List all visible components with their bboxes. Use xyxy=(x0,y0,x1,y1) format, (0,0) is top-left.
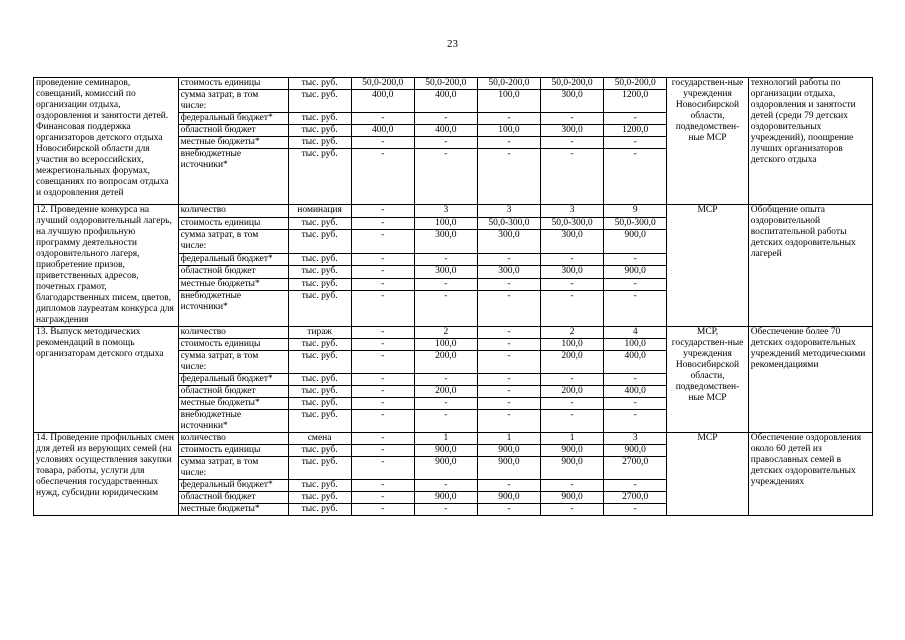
value-cell: - xyxy=(541,398,604,410)
value-cell: 200,0 xyxy=(414,351,477,374)
indicator-unit: тыс. руб. xyxy=(288,266,351,279)
value-cell: 1 xyxy=(414,433,477,445)
value-cell: 2700,0 xyxy=(604,457,667,480)
indicator-unit: тыс. руб. xyxy=(288,78,351,90)
value-cell: - xyxy=(351,492,414,504)
indicator-unit: тыс. руб. xyxy=(288,125,351,137)
value-cell: 2700,0 xyxy=(604,492,667,504)
value-cell: - xyxy=(414,504,477,516)
value-cell: - xyxy=(351,253,414,266)
value-cell: 900,0 xyxy=(541,457,604,480)
value-cell: 200,0 xyxy=(541,351,604,374)
indicator-name: внебюджетные источники* xyxy=(178,149,288,205)
indicator-name: сумма затрат, в том числе: xyxy=(178,351,288,374)
value-cell: - xyxy=(351,149,414,205)
value-cell: 400,0 xyxy=(604,351,667,374)
value-cell: 3 xyxy=(477,205,540,218)
value-cell: 9 xyxy=(604,205,667,218)
indicator-unit: тыс. руб. xyxy=(288,480,351,492)
value-cell: - xyxy=(477,504,540,516)
indicator-name: местные бюджеты* xyxy=(178,398,288,410)
value-cell: 1200,0 xyxy=(604,125,667,137)
indicator-name: стоимость единицы xyxy=(178,78,288,90)
value-cell: 300,0 xyxy=(541,125,604,137)
expected-result: технологий работы по организации отдыха, оздоровления и занятости детей (среди 79 детских оздоровительных учреждений), поощрение лучших организаторов детского отдыха xyxy=(748,78,872,205)
value-cell: - xyxy=(541,504,604,516)
value-cell: 200,0 xyxy=(541,386,604,398)
value-cell: 900,0 xyxy=(604,230,667,254)
measure-description: 13. Выпуск методических рекомендаций в помощь организаторам детского отдыха xyxy=(34,327,179,433)
indicator-unit: тыс. руб. xyxy=(288,291,351,327)
value-cell: 300,0 xyxy=(541,230,604,254)
value-cell: 50,0-300,0 xyxy=(477,217,540,230)
value-cell: 50,0-200,0 xyxy=(351,78,414,90)
indicator-unit: тыс. руб. xyxy=(288,398,351,410)
indicator-name: федеральный бюджет* xyxy=(178,374,288,386)
indicator-unit: тыс. руб. xyxy=(288,230,351,254)
value-cell: - xyxy=(351,410,414,433)
value-cell: - xyxy=(351,278,414,291)
value-cell: - xyxy=(414,480,477,492)
value-cell: - xyxy=(477,253,540,266)
value-cell: - xyxy=(604,374,667,386)
value-cell: 300,0 xyxy=(541,266,604,279)
value-cell: 100,0 xyxy=(414,217,477,230)
value-cell: - xyxy=(477,137,540,149)
value-cell: - xyxy=(604,480,667,492)
indicator-unit: тыс. руб. xyxy=(288,445,351,457)
value-cell: - xyxy=(414,149,477,205)
value-cell: 900,0 xyxy=(477,445,540,457)
indicator-unit: тыс. руб. xyxy=(288,113,351,125)
value-cell: 3 xyxy=(414,205,477,218)
value-cell: 1200,0 xyxy=(604,90,667,113)
expected-result: Обеспечение более 70 детских оздоровительных учреждений методическими рекомендациями xyxy=(748,327,872,433)
value-cell: 100,0 xyxy=(604,339,667,351)
indicator-unit: тыс. руб. xyxy=(288,253,351,266)
value-cell: 900,0 xyxy=(604,266,667,279)
value-cell: 100,0 xyxy=(477,125,540,137)
value-cell: - xyxy=(477,278,540,291)
indicator-unit: тыс. руб. xyxy=(288,374,351,386)
value-cell: - xyxy=(414,113,477,125)
value-cell: 400,0 xyxy=(351,125,414,137)
value-cell: - xyxy=(541,149,604,205)
value-cell: - xyxy=(541,374,604,386)
indicator-name: областной бюджет xyxy=(178,492,288,504)
value-cell: - xyxy=(414,374,477,386)
indicator-unit: тыс. руб. xyxy=(288,217,351,230)
value-cell: - xyxy=(351,113,414,125)
value-cell: - xyxy=(477,480,540,492)
measure-description: 14. Проведение профильных смен для детей из верующих семей (на условиях осуществления закупки товара, работы, услуги для обеспечения государственных нужд, субсидии юридическим xyxy=(34,433,179,516)
value-cell: - xyxy=(477,374,540,386)
value-cell: 2 xyxy=(414,327,477,339)
value-cell: - xyxy=(351,205,414,218)
value-cell: - xyxy=(414,137,477,149)
value-cell: 300,0 xyxy=(477,266,540,279)
value-cell: - xyxy=(541,113,604,125)
executor: МСР xyxy=(667,205,748,327)
value-cell: - xyxy=(351,339,414,351)
indicator-name: местные бюджеты* xyxy=(178,278,288,291)
table-row xyxy=(34,327,873,339)
program-table xyxy=(33,77,873,516)
indicator-unit: тыс. руб. xyxy=(288,90,351,113)
value-cell: - xyxy=(477,410,540,433)
value-cell: - xyxy=(604,113,667,125)
value-cell: 300,0 xyxy=(414,230,477,254)
indicator-unit: тыс. руб. xyxy=(288,351,351,374)
value-cell: 300,0 xyxy=(414,266,477,279)
value-cell: - xyxy=(604,149,667,205)
value-cell: - xyxy=(351,327,414,339)
value-cell: - xyxy=(351,504,414,516)
value-cell: - xyxy=(351,457,414,480)
indicator-unit: тыс. руб. xyxy=(288,339,351,351)
value-cell: - xyxy=(541,253,604,266)
value-cell: - xyxy=(477,386,540,398)
indicator-unit: смена xyxy=(288,433,351,445)
indicator-unit: тираж xyxy=(288,327,351,339)
value-cell: - xyxy=(351,445,414,457)
indicator-unit: тыс. руб. xyxy=(288,278,351,291)
value-cell: - xyxy=(604,137,667,149)
value-cell: - xyxy=(414,398,477,410)
value-cell: - xyxy=(477,327,540,339)
value-cell: - xyxy=(351,398,414,410)
indicator-unit: тыс. руб. xyxy=(288,386,351,398)
value-cell: - xyxy=(351,351,414,374)
value-cell: 900,0 xyxy=(477,457,540,480)
indicator-name: количество xyxy=(178,205,288,218)
value-cell: 400,0 xyxy=(414,125,477,137)
value-cell: 100,0 xyxy=(477,90,540,113)
value-cell: 4 xyxy=(604,327,667,339)
value-cell: 900,0 xyxy=(541,492,604,504)
indicator-name: внебюджетные источники* xyxy=(178,291,288,327)
indicator-unit: тыс. руб. xyxy=(288,149,351,205)
executor: государствен-ные учреждения Новосибирской области, подведомствен-ные МСР xyxy=(667,78,748,205)
value-cell: - xyxy=(604,504,667,516)
indicator-name: областной бюджет xyxy=(178,266,288,279)
value-cell: - xyxy=(541,137,604,149)
indicator-unit: номинация xyxy=(288,205,351,218)
value-cell: - xyxy=(351,230,414,254)
value-cell: - xyxy=(604,410,667,433)
value-cell: - xyxy=(414,410,477,433)
value-cell: - xyxy=(351,291,414,327)
value-cell: - xyxy=(351,137,414,149)
value-cell: - xyxy=(477,291,540,327)
indicator-name: стоимость единицы xyxy=(178,339,288,351)
value-cell: - xyxy=(604,398,667,410)
value-cell: 100,0 xyxy=(414,339,477,351)
value-cell: - xyxy=(541,291,604,327)
value-cell: - xyxy=(541,480,604,492)
value-cell: 400,0 xyxy=(414,90,477,113)
value-cell: - xyxy=(351,374,414,386)
indicator-name: количество xyxy=(178,327,288,339)
value-cell: - xyxy=(541,278,604,291)
value-cell: 900,0 xyxy=(541,445,604,457)
value-cell: 50,0-200,0 xyxy=(414,78,477,90)
value-cell: 2 xyxy=(541,327,604,339)
value-cell: 300,0 xyxy=(477,230,540,254)
value-cell: 200,0 xyxy=(414,386,477,398)
value-cell: 900,0 xyxy=(604,445,667,457)
indicator-name: внебюджетные источники* xyxy=(178,410,288,433)
value-cell: - xyxy=(477,149,540,205)
value-cell: - xyxy=(477,398,540,410)
value-cell: - xyxy=(351,217,414,230)
table-row xyxy=(34,433,873,445)
executor: МСР, государствен-ные учреждения Новосибирской области, подведомствен-ные МСР xyxy=(667,327,748,433)
value-cell: - xyxy=(414,278,477,291)
table-row xyxy=(34,78,873,90)
value-cell: - xyxy=(604,278,667,291)
table-row xyxy=(34,205,873,218)
table-body xyxy=(34,78,873,516)
indicator-name: федеральный бюджет* xyxy=(178,113,288,125)
indicator-name: сумма затрат, в том числе: xyxy=(178,90,288,113)
value-cell: - xyxy=(351,480,414,492)
value-cell: - xyxy=(604,291,667,327)
indicator-name: местные бюджеты* xyxy=(178,137,288,149)
value-cell: - xyxy=(351,433,414,445)
value-cell: - xyxy=(477,351,540,374)
indicator-unit: тыс. руб. xyxy=(288,457,351,480)
indicator-name: стоимость единицы xyxy=(178,445,288,457)
value-cell: 1 xyxy=(477,433,540,445)
value-cell: 50,0-200,0 xyxy=(541,78,604,90)
value-cell: 900,0 xyxy=(414,457,477,480)
expected-result: Обеспечение оздоровления около 60 детей из православных семей в детских оздоровительных учреждениях xyxy=(748,433,872,516)
value-cell: - xyxy=(541,410,604,433)
value-cell: 400,0 xyxy=(351,90,414,113)
indicator-name: сумма затрат, в том числе: xyxy=(178,457,288,480)
value-cell: 3 xyxy=(604,433,667,445)
value-cell: 300,0 xyxy=(541,90,604,113)
indicator-unit: тыс. руб. xyxy=(288,492,351,504)
indicator-name: количество xyxy=(178,433,288,445)
executor: МСР xyxy=(667,433,748,516)
value-cell: - xyxy=(351,386,414,398)
indicator-name: стоимость единицы xyxy=(178,217,288,230)
indicator-name: сумма затрат, в том числе: xyxy=(178,230,288,254)
indicator-name: областной бюджет xyxy=(178,386,288,398)
value-cell: 400,0 xyxy=(604,386,667,398)
value-cell: 1 xyxy=(541,433,604,445)
value-cell: 50,0-300,0 xyxy=(604,217,667,230)
value-cell: 100,0 xyxy=(541,339,604,351)
value-cell: 50,0-300,0 xyxy=(541,217,604,230)
indicator-unit: тыс. руб. xyxy=(288,137,351,149)
value-cell: - xyxy=(351,266,414,279)
value-cell: 900,0 xyxy=(477,492,540,504)
value-cell: 900,0 xyxy=(414,492,477,504)
measure-description: проведение семинаров, совещаний, комиссий по организации отдыха, оздоровления и занятости детей. Финансовая поддержка организаторов детского отдыха Новосибирской области для участия во всероссийских, межрегиональных форумах, совещаниях по вопросам отдыха и оздоровления детей xyxy=(34,78,179,205)
value-cell: 3 xyxy=(541,205,604,218)
page-number: 23 xyxy=(447,38,458,50)
indicator-unit: тыс. руб. xyxy=(288,410,351,433)
measure-description: 12. Проведение конкурса на лучший оздоровительный лагерь, на лучшую профильную программу деятельности оздоровительного лагеря, приобретение призов, приветственных адресов, почетных грамот, благодарственных писем, цветов, дипломов лауреатам конкурса для награждения xyxy=(34,205,179,327)
value-cell: 50,0-200,0 xyxy=(477,78,540,90)
value-cell: 50,0-200,0 xyxy=(604,78,667,90)
value-cell: 900,0 xyxy=(414,445,477,457)
expected-result: Обобщение опыта оздоровительной воспитательной работы детских оздоровительных лагерей xyxy=(748,205,872,327)
value-cell: - xyxy=(477,339,540,351)
value-cell: - xyxy=(604,253,667,266)
indicator-name: федеральный бюджет* xyxy=(178,480,288,492)
indicator-unit: тыс. руб. xyxy=(288,504,351,516)
indicator-name: федеральный бюджет* xyxy=(178,253,288,266)
value-cell: - xyxy=(414,291,477,327)
value-cell: - xyxy=(477,113,540,125)
indicator-name: областной бюджет xyxy=(178,125,288,137)
value-cell: - xyxy=(414,253,477,266)
indicator-name: местные бюджеты* xyxy=(178,504,288,516)
